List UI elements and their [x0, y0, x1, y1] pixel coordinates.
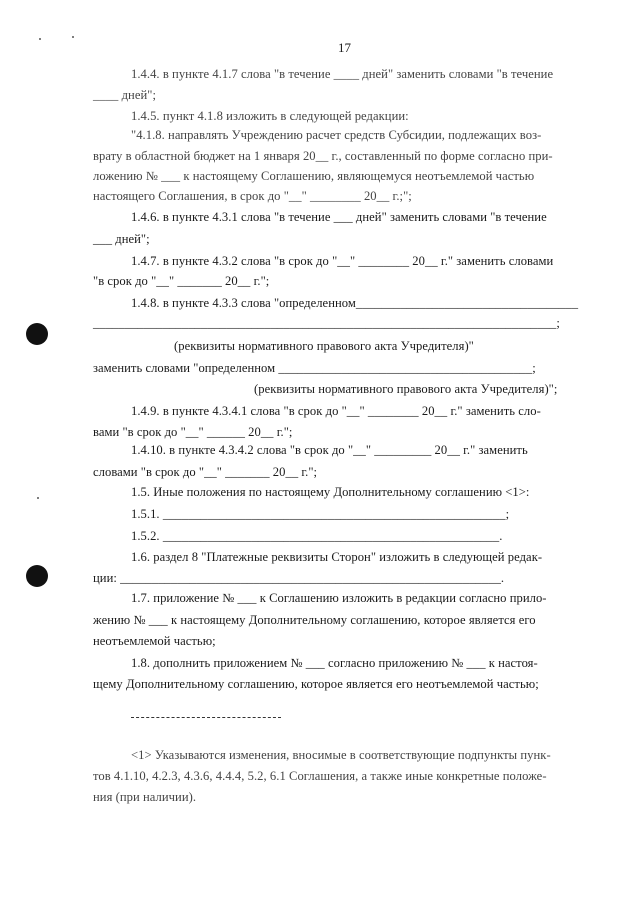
scan-speck: [37, 497, 39, 499]
footnote-separator: [131, 717, 281, 718]
clause-1-4-8-replace: заменить словами "определенном ________________________________________;: [93, 361, 536, 375]
footnote-line-1: <1> Указываются изменения, вносимые в соответствующие подпункты пунк-: [131, 748, 551, 762]
clause-1-4-10: 1.4.10. в пункте 4.3.4.2 слова "в срок до "__" _________ 20__ г." заменить: [131, 443, 528, 457]
founder-act-caption-2: (реквизиты нормативного правового акта Учредителя)";: [254, 382, 558, 396]
founder-act-caption-1: (реквизиты нормативного правового акта Учредителя)": [174, 339, 474, 353]
clause-1-8: 1.8. дополнить приложением № ___ согласно приложению № ___ к настоя-: [131, 656, 538, 670]
scan-speck: [39, 38, 41, 40]
clause-1-7: 1.7. приложение № ___ к Соглашению изложить в редакции согласно прило-: [131, 591, 547, 605]
clause-1-4-9: 1.4.9. в пункте 4.3.4.1 слова "в срок до "__" ________ 20__ г." заменить сло-: [131, 404, 541, 418]
clause-1-5: 1.5. Иные положения по настоящему Дополнительному соглашению <1>:: [131, 485, 530, 499]
footnote-line-2: тов 4.1.10, 4.2.3, 4.3.6, 4.4.4, 5.2, 6.1 Соглашения, а также иные конкретные положе-: [93, 769, 547, 783]
footnote-line-3: ния (при наличии).: [93, 790, 197, 804]
clause-1-4-10-cont: словами "в срок до "__" _______ 20__ г.";: [93, 465, 318, 479]
clause-1-8-cont: щему Дополнительному соглашению, которое является его неотъемлемой частью;: [93, 677, 539, 691]
page-number: 17: [338, 40, 351, 55]
clause-1-4-7: 1.4.7. в пункте 4.3.2 слова "в срок до "__" ________ 20__ г." заменить словами: [131, 254, 554, 268]
scan-speck: [72, 36, 74, 38]
clause-1-6-cont: ции: ____________________________________________________________.: [93, 571, 505, 585]
punch-hole-icon: [26, 565, 48, 587]
punch-hole-icon: [26, 323, 48, 345]
clause-1-4-8: 1.4.8. в пункте 4.3.3 слова "определенном___________________________________: [131, 296, 579, 310]
clause-1-6: 1.6. раздел 8 "Платежные реквизиты Сторон" изложить в следующей редак-: [131, 550, 543, 564]
clause-1-4-9-cont: вами "в срок до "__" ______ 20__ г.";: [93, 425, 293, 439]
clause-4-1-8: "4.1.8. направлять Учреждению расчет средств Субсидии, подлежащих воз-: [131, 128, 542, 142]
clause-4-1-8-line3: ложению № ___ к настоящему Соглашению, являющемуся неотъемлемой частью: [93, 169, 535, 183]
clause-1-5-2: 1.5.2. _____________________________________________________.: [131, 529, 503, 543]
clause-1-4-4-cont: ____ дней";: [93, 88, 157, 102]
clause-1-7-line3: неотъемлемой частью;: [93, 634, 216, 648]
clause-1-4-6: 1.4.6. в пункте 4.3.1 слова "в течение ___ дней" заменить словами "в течение: [131, 210, 547, 224]
clause-4-1-8-line4: настоящего Соглашения, в срок до "__" ________ 20__ г.;";: [93, 189, 412, 203]
clause-1-4-7-cont: "в срок до "__" _______ 20__ г.";: [93, 274, 270, 288]
clause-1-7-line2: жению № ___ к настоящему Дополнительному соглашению, которое является его: [93, 613, 536, 627]
clause-4-1-8-line2: врату в областной бюджет на 1 января 20__ г., составленный по форме согласно при-: [93, 149, 553, 163]
clause-1-4-4: 1.4.4. в пункте 4.1.7 слова "в течение ____ дней" заменить словами "в течение: [131, 67, 554, 81]
clause-1-4-6-cont: ___ дней";: [93, 232, 150, 246]
clause-1-4-5: 1.4.5. пункт 4.1.8 изложить в следующей редакции:: [131, 109, 409, 123]
clause-1-4-8-blank: _________________________________________________________________________;: [93, 316, 560, 330]
clause-1-5-1: 1.5.1. ______________________________________________________;: [131, 507, 510, 521]
